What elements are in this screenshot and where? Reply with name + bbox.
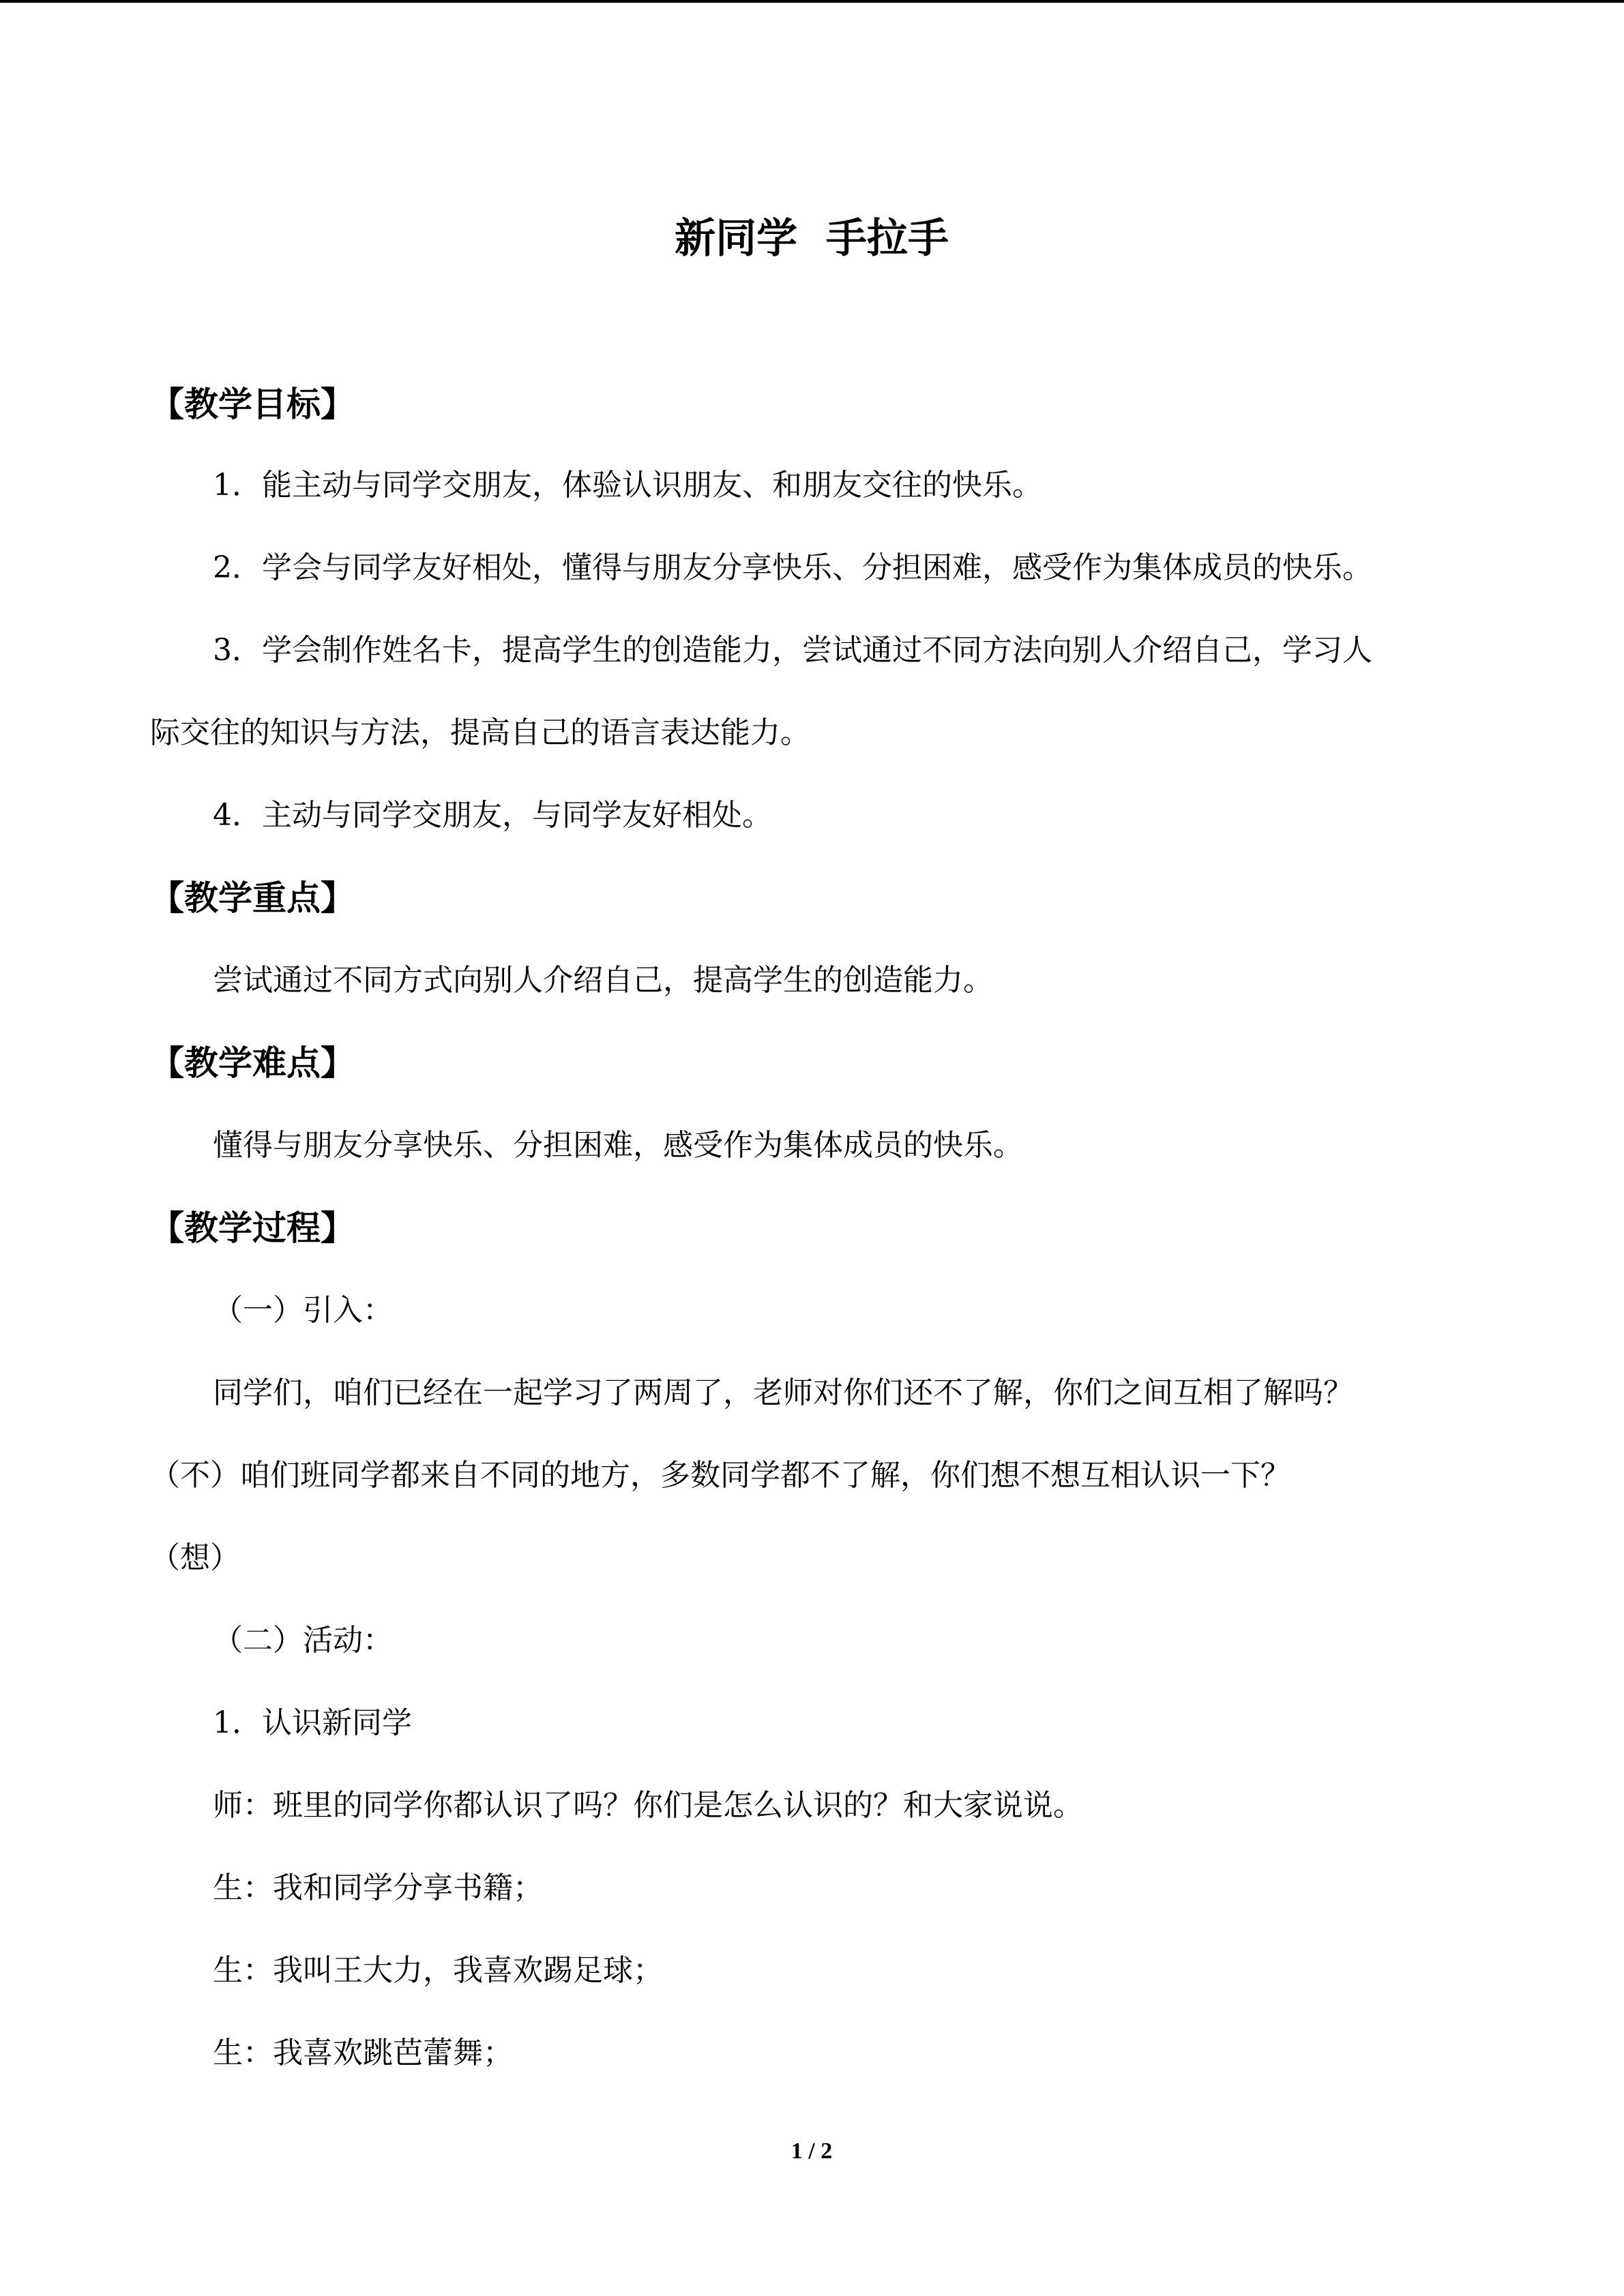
process-line: （不）咱们班同学都来自不同的地方，多数同学都不了解，你们想不想互相认识一下？	[150, 1458, 1290, 1493]
key-points-text: 尝试通过不同方式向别人介绍自己，提高学生的创造能力。	[213, 963, 993, 998]
section-heading-objectives: 【教学目标】	[150, 385, 355, 424]
difficulties-text: 懂得与朋友分享快乐、分担困难，感受作为集体成员的快乐。	[213, 1128, 1023, 1163]
section-heading-key-points: 【教学重点】	[150, 878, 355, 918]
process-line: 生：我叫王大力，我喜欢踢足球；	[213, 1953, 663, 1988]
process-line: 同学们，咱们已经在一起学习了两周了，老师对你们还不了解，你们之间互相了解吗？	[213, 1375, 1353, 1410]
process-line: 生：我喜欢跳芭蕾舞；	[213, 2036, 513, 2070]
process-line-activity: （二）活动：	[213, 1623, 393, 1658]
page-number: 1 / 2	[791, 2138, 833, 2164]
process-line: 1．认识新同学	[213, 1705, 412, 1740]
objective-item-2: 2．学会与同学友好相处，懂得与朋友分享快乐、分担困难，感受作为集体成员的快乐。	[213, 550, 1372, 585]
process-line: （想）	[150, 1540, 240, 1575]
objective-item-4: 4．主动与同学交朋友，与同学友好相处。	[213, 798, 772, 833]
process-line-intro: （一）引入：	[213, 1293, 393, 1328]
process-line: 生：我和同学分享书籍；	[213, 1870, 543, 1905]
objective-item-1: 1．能主动与同学交朋友，体验认识朋友、和朋友交往的快乐。	[213, 468, 1042, 503]
section-heading-difficulties: 【教学难点】	[150, 1043, 355, 1083]
section-heading-process: 【教学过程】	[150, 1208, 355, 1248]
document-title: 新同学 手拉手	[675, 215, 949, 263]
objective-item-3: 3．学会制作姓名卡，提高学生的创造能力，尝试通过不同方法向别人介绍自己，学习人	[213, 633, 1372, 668]
document-page	[150, 0, 1473, 2296]
objective-item-3-continued: 际交往的知识与方法，提高自己的语言表达能力。	[150, 715, 810, 750]
process-line: 师：班里的同学你都认识了吗？你们是怎么认识的？和大家说说。	[213, 1788, 1083, 1823]
